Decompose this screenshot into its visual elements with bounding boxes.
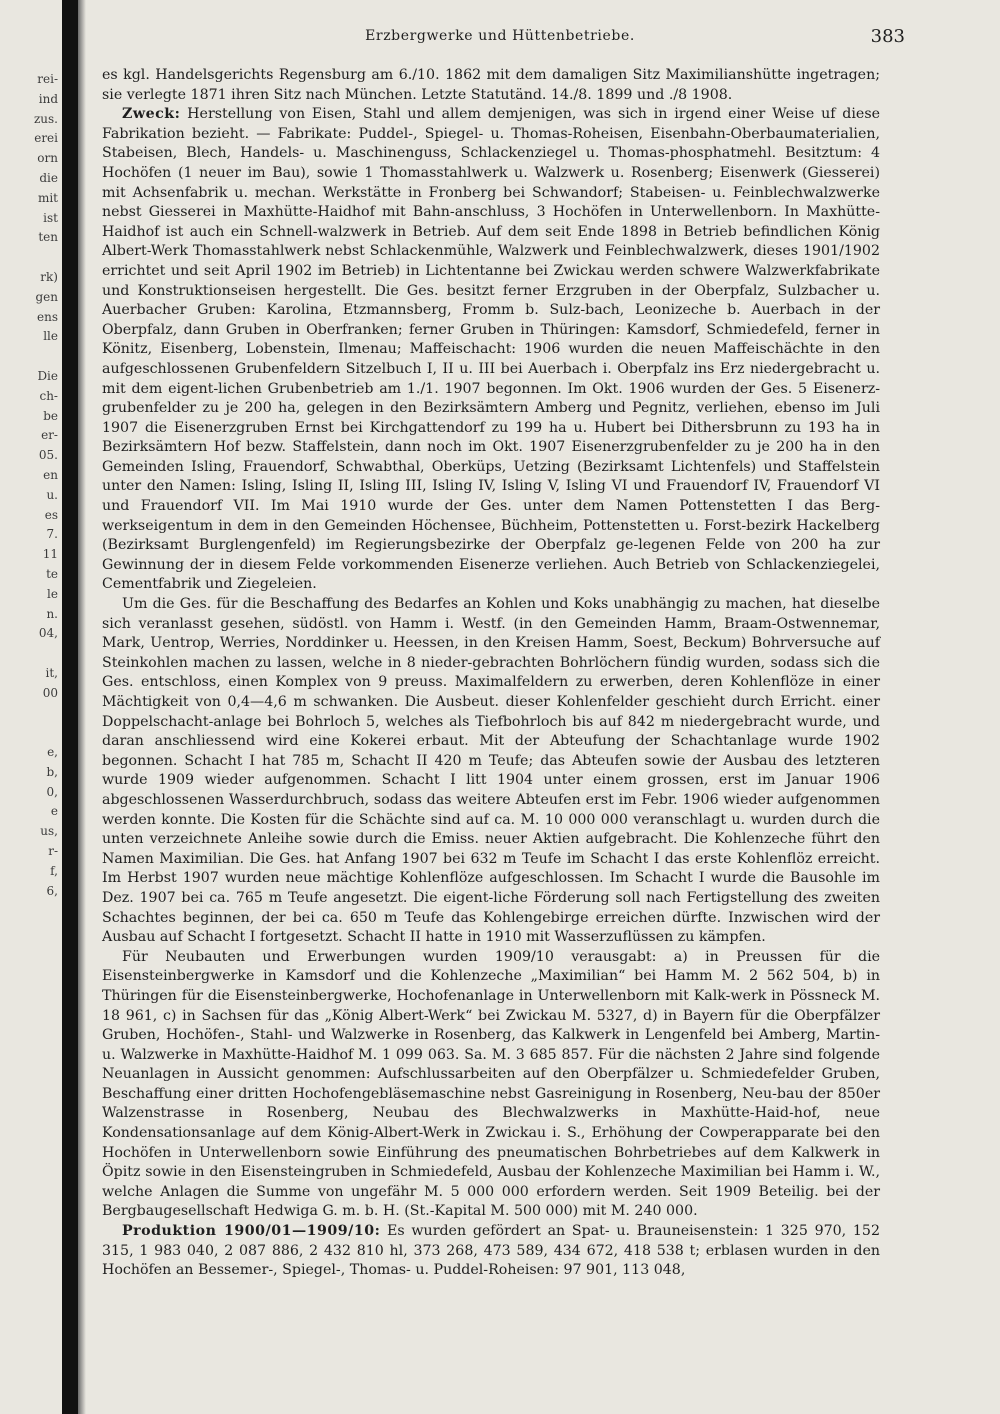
margin-fragment: 04, — [38, 626, 58, 641]
margin-fragment: mit — [37, 190, 58, 205]
margin-fragment: lle — [43, 329, 58, 344]
margin-fragment: f, — [50, 863, 58, 878]
paragraph-kohlen — [102, 595, 880, 948]
running-title: Erzbergwerke und Hüttenbetriebe. — [365, 28, 635, 44]
margin-fragment: rk) — [40, 269, 58, 284]
margin-fragment: Die — [37, 368, 58, 383]
margin-fragment: en — [43, 467, 58, 482]
margin-fragment: es — [44, 507, 58, 522]
margin-fragment: 00 — [42, 685, 58, 700]
margin-fragment: us, — [40, 824, 58, 839]
page-header — [100, 26, 905, 50]
margin-fragment — [0, 961, 58, 981]
binding-edge — [62, 0, 78, 1414]
margin-fragment — [0, 901, 58, 921]
margin-fragment — [0, 644, 58, 664]
margin-fragment: e — [50, 804, 58, 819]
section-label-produktion: Produktion 1900/01—1909/10: — [122, 1223, 381, 1240]
margin-fragment: zus. — [33, 111, 58, 126]
paragraph-text: Herstellung von Eisen, Stahl und allem demjenigen, was sich in irgend einer Weise uf diese Fabrikation bezieht. — Fabrikate: Puddel-, Spiegel- u. Thomas-Roheisen, Eisenbahn-Oberbaumaterialien, Stabeisen, Blech, Handels- u. Maschinenguss, Schlackenziegel u. Thomas-phosphatmehl. Besitztum: 4 Hochöfen (1 neuer im Bau), sowie 1 Thomasstahlwerk u. Walzwerk u. Rosenberg; Eisenwerk (Giesserei) mit Achsenfabrik u. mechan. Werkstätte in Fronberg bei Schwandorf; Stabeisen- u. Feinblechwalzwerke nebst Giesserei in Maxhütte-Haidhof mit Bahn-anschluss, 3 Hochöfen in Unterwellenborn. In Maxhütte-Haidhof ist auch ein Schnell-walzwerk in Betrieb. Auf dem seit Ende 1898 in Betrieb befindlichen König Albert-Werk Thomasstahlwerk nebst Schlackenmühle, Walzwerk und Feinblechwalzwerk, dieses 1901/1902 errichtet und seit April 1902 im Betrieb) in Lichtentanne bei Zwickau werden schwere Walzwerkfabrikate und Konstruktionseisen hergestellt. Die Ges. besitzt ferner Erzgruben in der Oberpfalz, Sulzbacher u. Auerbacher Gruben: Karolina, Etzmannsberg, Fromm b. Sulz-bach, Leonizeche b. Auerbach in der Oberpfalz, dann Gruben in Oberfranken; ferner Gruben in Thüringen: Kamsdorf, Schmiedefeld, ferner in Könitz, Eisenberg, Lobenstein, Ilmenau; Maffeischacht: 1906 wurden die neuen Maffeischächte in den aufgeschlossenen Grubenfeldern Sitzelbuch I, II u. III bei Auerbach i. Oberpfalz ins Erz niedergebracht u. mit dem eigent-lichen Grubenbetrieb am 1./1. 1907 begonnen. Im Okt. 1906 wurden der Ges. 5 Eisenerz-grubenfelder zu je 200 ha, gelegen in den Bezirksämtern Amberg und Pegnitz, verliehen, ebenso im Juli 1907 die Eisenerzgruben Ernst bei Kirchgattendorf zu 199 ha u. Hubert bei Dithersbrunn zu 193 ha in Bezirksämtern Hof bezw. Staffelstein, dann noch im Okt. 1907 Eisenerzgrubenfelder zu je 200 ha in den Gemeinden Isling, Frauendorf, Schwabthal, Oberküps, Uetzing (Bezirksamt Lichtenfels) und Staffelstein unter den Namen: Isling, Isling II, Isling III, Isling IV, Isling V, Isling VI und Frauendorf IV, Frauendorf VI und Frauendorf VII. Im Mai 1910 wurde der Ges. unter dem Namen Pottenstetten I das Berg-werkseigentum in dem in den Gemeinden Höchensee, Büchheim, Pottenstetten u. Forst-bezirk Hackelberg (Bezirksamt Burglengenfeld) im Regierungsbezirke der Oberpfalz ge-legenen Felde von 200 ha zur Gewinnung der in diesem Felde vorkommenden Eisenerze verliehen. Auch Betrieb von Schlackenziegelei, Cementfabrik und Ziegeleien. — [102, 106, 880, 593]
margin-fragment — [0, 941, 58, 961]
paragraph-text: Für Neubauten und Erwerbungen wurden 1909/10 verausgabt: a) in Preussen für die Eisensteinbergwerke in Kamsdorf und die Kohlenzeche „Maximilian“ bei Hamm M. 2 562 504, b) in Thüringen für die Eisensteinbergwerke, Hochofenanlage in Unterwellenborn mit Kalk-werk in Pössneck M. 18 961, c) in Sachsen für das „König Albert-Werk“ bei Zwickau M. 5327, d) in Bayern für die Oberpfälzer Gruben, Hochöfen-, Stahl- und Walzwerke in Rosenberg, das Kalkwerk in Lengenfeld bei Amberg, Martin- u. Walzwerke in Maxhütte-Haidhof M. 1 099 063. Sa. M. 3 685 857. Für die nächsten 2 Jahre sind folgende Neuanlagen in Aussicht genommen: Aufschlussarbeiten auf den Oberpfälzer u. Schmiedefelder Gruben, Beschaffung einer dritten Hochofengebläsemaschine nebst Gasreinigung in Rosenberg, Neu-bau der 850er Walzenstrasse in Rosenberg, Neubau des Blechwalzwerks in Maxhütte-Haid-hof, neue Kondensationsanlage auf dem König-Albert-Werk in Zwickau i. S., Erhöhung der Cowperapparate bei den Hochöfen in Unterwellenborn sowie Einführung des pneumatischen Bohrbetriebes auf dem Kalkwerk in Öpitz sowie in den Eisensteingruben in Schmiedefeld, Ausbau der Kohlenzeche Maximilian bei Hamm i. W., welche Anlagen die Summe von ungefähr M. 5 000 000 erfordern werden. Seit 1909 Beteilig. bei der Bergbaugesellschaft Hedwiga G. m. b. H. (St.-Kapital M. 500 000) mit M. 240 000. — [102, 948, 880, 1220]
margin-fragment — [0, 921, 58, 941]
paragraph-zweck — [102, 105, 880, 595]
margin-fragment — [0, 248, 58, 268]
margin-fragment: die — [39, 170, 58, 185]
margin-fragment: gen — [35, 289, 58, 304]
paragraph-text: es kgl. Handelsgerichts Regensburg am 6./10. 1862 mit dem damaligen Sitz Maximilianshütte ingetragen; sie verlegte 1871 ihren Sitz nach München. Letzte Statutänd. 14./8. 1899 und ./8 1908. — [102, 67, 880, 103]
margin-fragment: 7. — [46, 527, 58, 542]
margin-fragment: 6, — [46, 883, 58, 898]
margin-fragment: 0, — [46, 784, 58, 799]
paragraph-produktion — [102, 1222, 880, 1281]
margin-fragment: erei — [34, 131, 58, 146]
margin-fragment: n. — [46, 606, 58, 621]
margin-fragment: te — [46, 566, 58, 581]
margin-fragment: ch- — [39, 388, 58, 403]
paragraph-registration — [102, 66, 880, 105]
margin-fragment: u. — [46, 487, 58, 502]
margin-fragment: 05. — [38, 448, 58, 463]
margin-fragment: be — [43, 408, 58, 423]
margin-fragment — [0, 704, 58, 724]
margin-fragment: er- — [41, 428, 58, 443]
margin-fragment: ist — [43, 210, 58, 225]
margin-fragment: rei- — [37, 72, 58, 86]
margin-fragment: r- — [48, 844, 58, 859]
paragraph-neubauten — [102, 948, 880, 1222]
margin-fragment: 11 — [42, 547, 58, 562]
margin-fragment: e, — [47, 745, 58, 760]
margin-fragment: ten — [38, 230, 58, 245]
previous-page-fragments — [0, 70, 60, 981]
paragraph-text: Es wurden gefördert an Spat- u. Brauneisenstein: 1 325 970, 152 315, 1 983 040, 2 087 886, 2 432 810 hl, 373 268, 473 589, 434 672, 418 538 t; erblasen wurden in den Hochöfen an Bessemer-, Spiegel-, Thomas- u. Puddel-Roheisen: 97 901, 113 048, — [102, 1223, 880, 1279]
binding-shadow — [78, 0, 86, 1414]
margin-fragment: ind — [38, 91, 58, 106]
margin-fragment: it, — [45, 665, 58, 680]
margin-fragment — [0, 347, 58, 367]
page-body — [102, 66, 880, 1281]
margin-fragment: orn — [37, 151, 58, 166]
paragraph-text: Um die Ges. für die Beschaffung des Bedarfes an Kohlen und Koks unabhängig zu machen, hat dieselbe sich veranlasst gesehen, südöstl. von Hamm i. Westf. (in den Gemeinden Hamm, Braam-Ostwennemar, Mark, Uentrop, Werries, Norddinker u. Heessen, in den Kreisen Hamm, Soest, Beckum) Bohrversuche auf Steinkohlen machen zu lassen, welche in 8 nieder-gebrachten Bohrlöchern fündig wurden, sodass sich die Ges. entschloss, einen Komplex von 9 preuss. Maximalfeldern zu erwerben, deren Kohlenflöze in einer Mächtigkeit von 0,4—4,6 m schwanken. Die Ausbeut. dieser Kohlenfelder geschieht durch Erricht. einer Doppelschacht-anlage bei Bohrloch 5, welches als Tiefbohrloch bis auf 842 m niedergebracht wurde, und daran anschliessend wird eine Kokerei erbaut. Mit der Abteufung der Schachtanlage wurde 1902 begonnen. Schacht I hat 785 m, Schacht II 420 m Teufe; das Abteufen sowie der Ausbau des letzteren wurde 1909 wieder aufgenommen. Schacht I litt 1904 unter einem grossen, erst im Januar 1906 abgeschlossenen Wasserdurchbruch, sodass das weitere Abteufen erst im Febr. 1906 wieder aufgenommen werden konnte. Die Kosten für die Schächte sind auf ca. M. 10 000 000 veranschlagt u. wurden durch die unten verzeichnete Anleihe sowie durch die Emiss. neuer Aktien aufgebracht. Die Kohlenzeche führt den Namen Maximilian. Die Ges. hat Anfang 1907 bei 632 m Teufe im Schacht I das erste Kohlenflöz erreicht. Im Herbst 1907 wurden neue mächtige Kohlenflöze aufgeschlossen. Im Schacht I wurde die Bausohle im Dez. 1907 bei ca. 765 m Teufe angesetzt. Die eigent-liche Förderung soll nach Fertigstellung des zweiten Schachtes beginnen, der bei ca. 650 m Teufe das Kohlengebirge erreichen dürfte. Inzwischen wird der Ausbau auf Schacht I fortgesetzt. Schacht II hatte in 1910 mit Wasserzuflüssen zu kämpfen. — [102, 596, 880, 946]
page-number: 383 — [870, 26, 905, 47]
margin-fragment: le — [47, 586, 58, 601]
margin-fragment: ens — [37, 309, 58, 324]
margin-fragment: b, — [46, 764, 58, 779]
margin-fragment — [0, 723, 58, 743]
section-label-zweck: Zweck: — [122, 106, 181, 123]
